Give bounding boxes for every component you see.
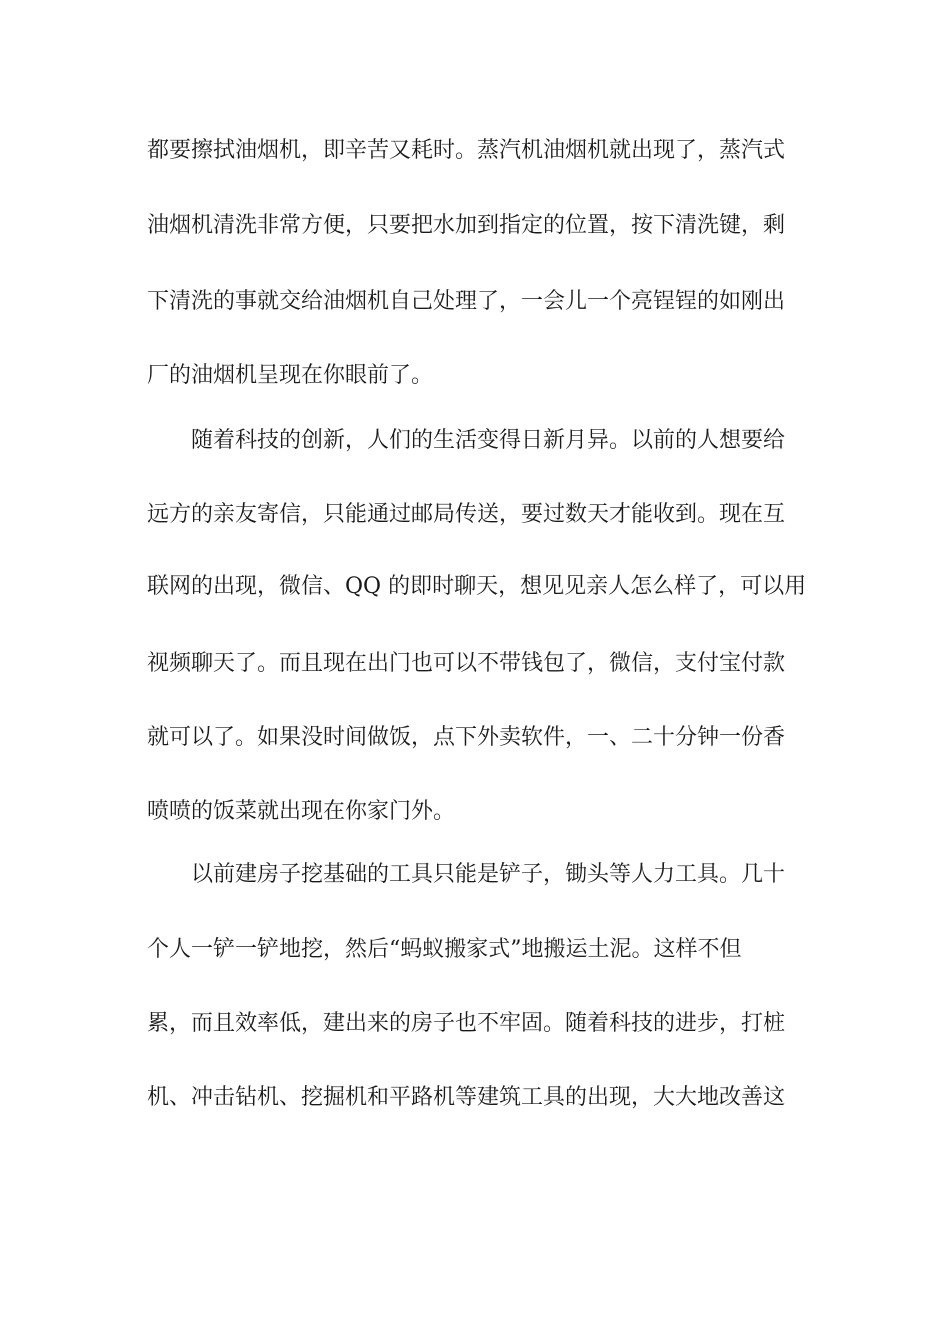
text-line: 油烟机清洗非常方便，只要把水加到指定的位置，按下清洗键，剩	[147, 213, 786, 238]
text-line: 机、冲击钻机、挖掘机和平路机等建筑工具的出现，大大地改善这	[147, 1085, 786, 1110]
text-line: 视频聊天了。而且现在出门也可以不带钱包了，微信，支付宝付款	[147, 651, 786, 676]
text-line: 喷喷的饭菜就出现在你家门外。	[147, 799, 456, 824]
text-line: 下清洗的事就交给油烟机自己处理了，一会儿一个亮锃锃的如刚出	[147, 289, 786, 314]
paragraph-first-line: 随着科技的创新，人们的生活变得日新月异。以前的人想要给	[191, 428, 786, 453]
text-line: 就可以了。如果没时间做饭，点下外卖软件，一、二十分钟一份香	[147, 725, 786, 750]
text-line: 厂的油烟机呈现在你眼前了。	[147, 363, 434, 388]
paragraph-first-line: 以前建房子挖基础的工具只能是铲子，锄头等人力工具。几十	[191, 862, 786, 887]
text-line: 累，而且效率低，建出来的房子也不牢固。随着科技的进步，打桩	[147, 1011, 786, 1036]
text-line: 远方的亲友寄信，只能通过邮局传送，要过数天才能收到。现在互	[147, 502, 786, 527]
text-line: 联网的出现，微信、QQ 的即时聊天，想见见亲人怎么样了，可以用	[147, 574, 807, 599]
text-line: 都要擦拭油烟机，即辛苦又耗时。蒸汽机油烟机就出现了，蒸汽式	[147, 138, 786, 163]
text-line: 个人一铲一铲地挖，然后“蚂蚁搬家式”地搬运土泥。这样不但	[147, 937, 742, 962]
